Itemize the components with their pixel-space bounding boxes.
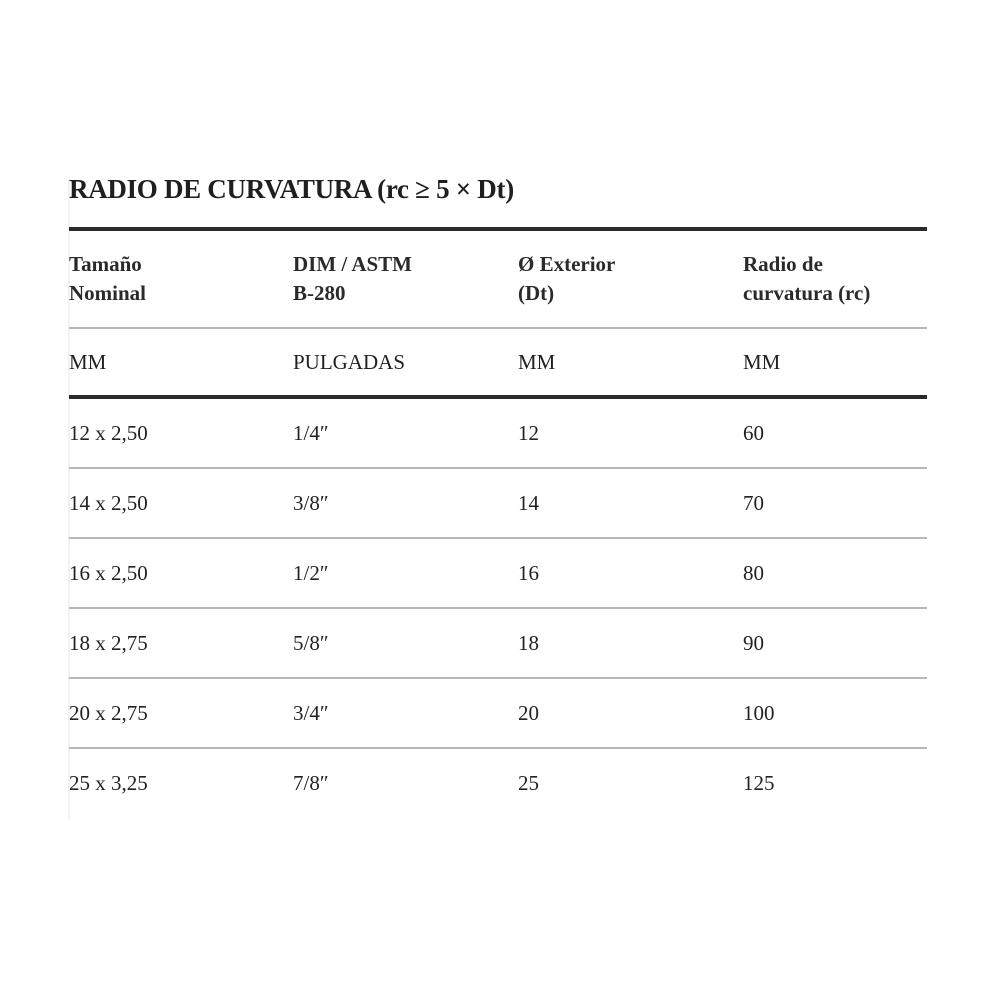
table-row [69,468,927,538]
table-title: RADIO DE CURVATURA (rc ≥ 5 × Dt) [69,174,514,204]
header-line: Radio de [743,252,823,276]
cell-nominal-size: 20 x 2,75 [69,678,293,748]
cell-outer-diameter: 25 [518,770,539,795]
cell-bend-radius: 90 [743,608,927,678]
cell-outer-diameter: 16 [518,538,743,608]
header-line: B-280 [293,281,346,305]
cell-bend-radius: 80 [743,538,927,608]
cell-bend-radius: 60 [743,397,927,468]
cell-bend-radius: 70 [743,468,927,538]
unit-cell: PULGADAS [293,328,518,397]
header-row [69,229,927,328]
table-row [69,748,927,817]
unit-cell: MM [743,328,927,397]
cell-bend-radius: 100 [743,678,927,748]
table-row [69,678,927,748]
header-dim-astm [293,229,518,328]
header-line: (Dt) [518,281,555,305]
cell-outer-diameter: 20 [518,678,743,748]
cell-bend-radius: 125 [743,770,775,795]
header-bend-radius [743,229,927,328]
header-line: DIM / ASTM [293,252,413,276]
cell-outer-diameter: 18 [518,608,743,678]
cell-dim-astm: 5/8″ [293,608,518,678]
header-outer-diameter [518,229,743,328]
units-row [69,328,927,397]
table-row [69,397,927,468]
header-nominal-size [69,229,293,328]
cell-outer-diameter: 14 [518,468,743,538]
table-row [69,538,927,608]
cell-dim-astm: 1/2″ [293,538,518,608]
cell-nominal-size: 12 x 2,50 [69,397,293,468]
table-row [69,608,927,678]
header-line: Tamaño [69,252,142,276]
cell-outer-diameter: 12 [518,397,743,468]
header-line: curvatura (rc) [743,281,871,305]
cell-dim-astm: 1/4″ [293,397,518,468]
curvature-table [69,227,927,817]
cell-dim-astm: 3/8″ [293,468,518,538]
unit-cell: MM [518,328,743,397]
cell-nominal-size: 18 x 2,75 [69,608,293,678]
header-line: Nominal [69,281,147,305]
cell-dim-astm: 7/8″ [293,770,329,795]
cell-nominal-size: 14 x 2,50 [69,468,293,538]
cell-nominal-size: 25 x 3,25 [69,770,148,795]
unit-cell: MM [69,328,293,397]
cell-dim-astm: 3/4″ [293,678,518,748]
header-line: Ø Exterior [518,252,616,276]
cell-nominal-size: 16 x 2,50 [69,538,293,608]
